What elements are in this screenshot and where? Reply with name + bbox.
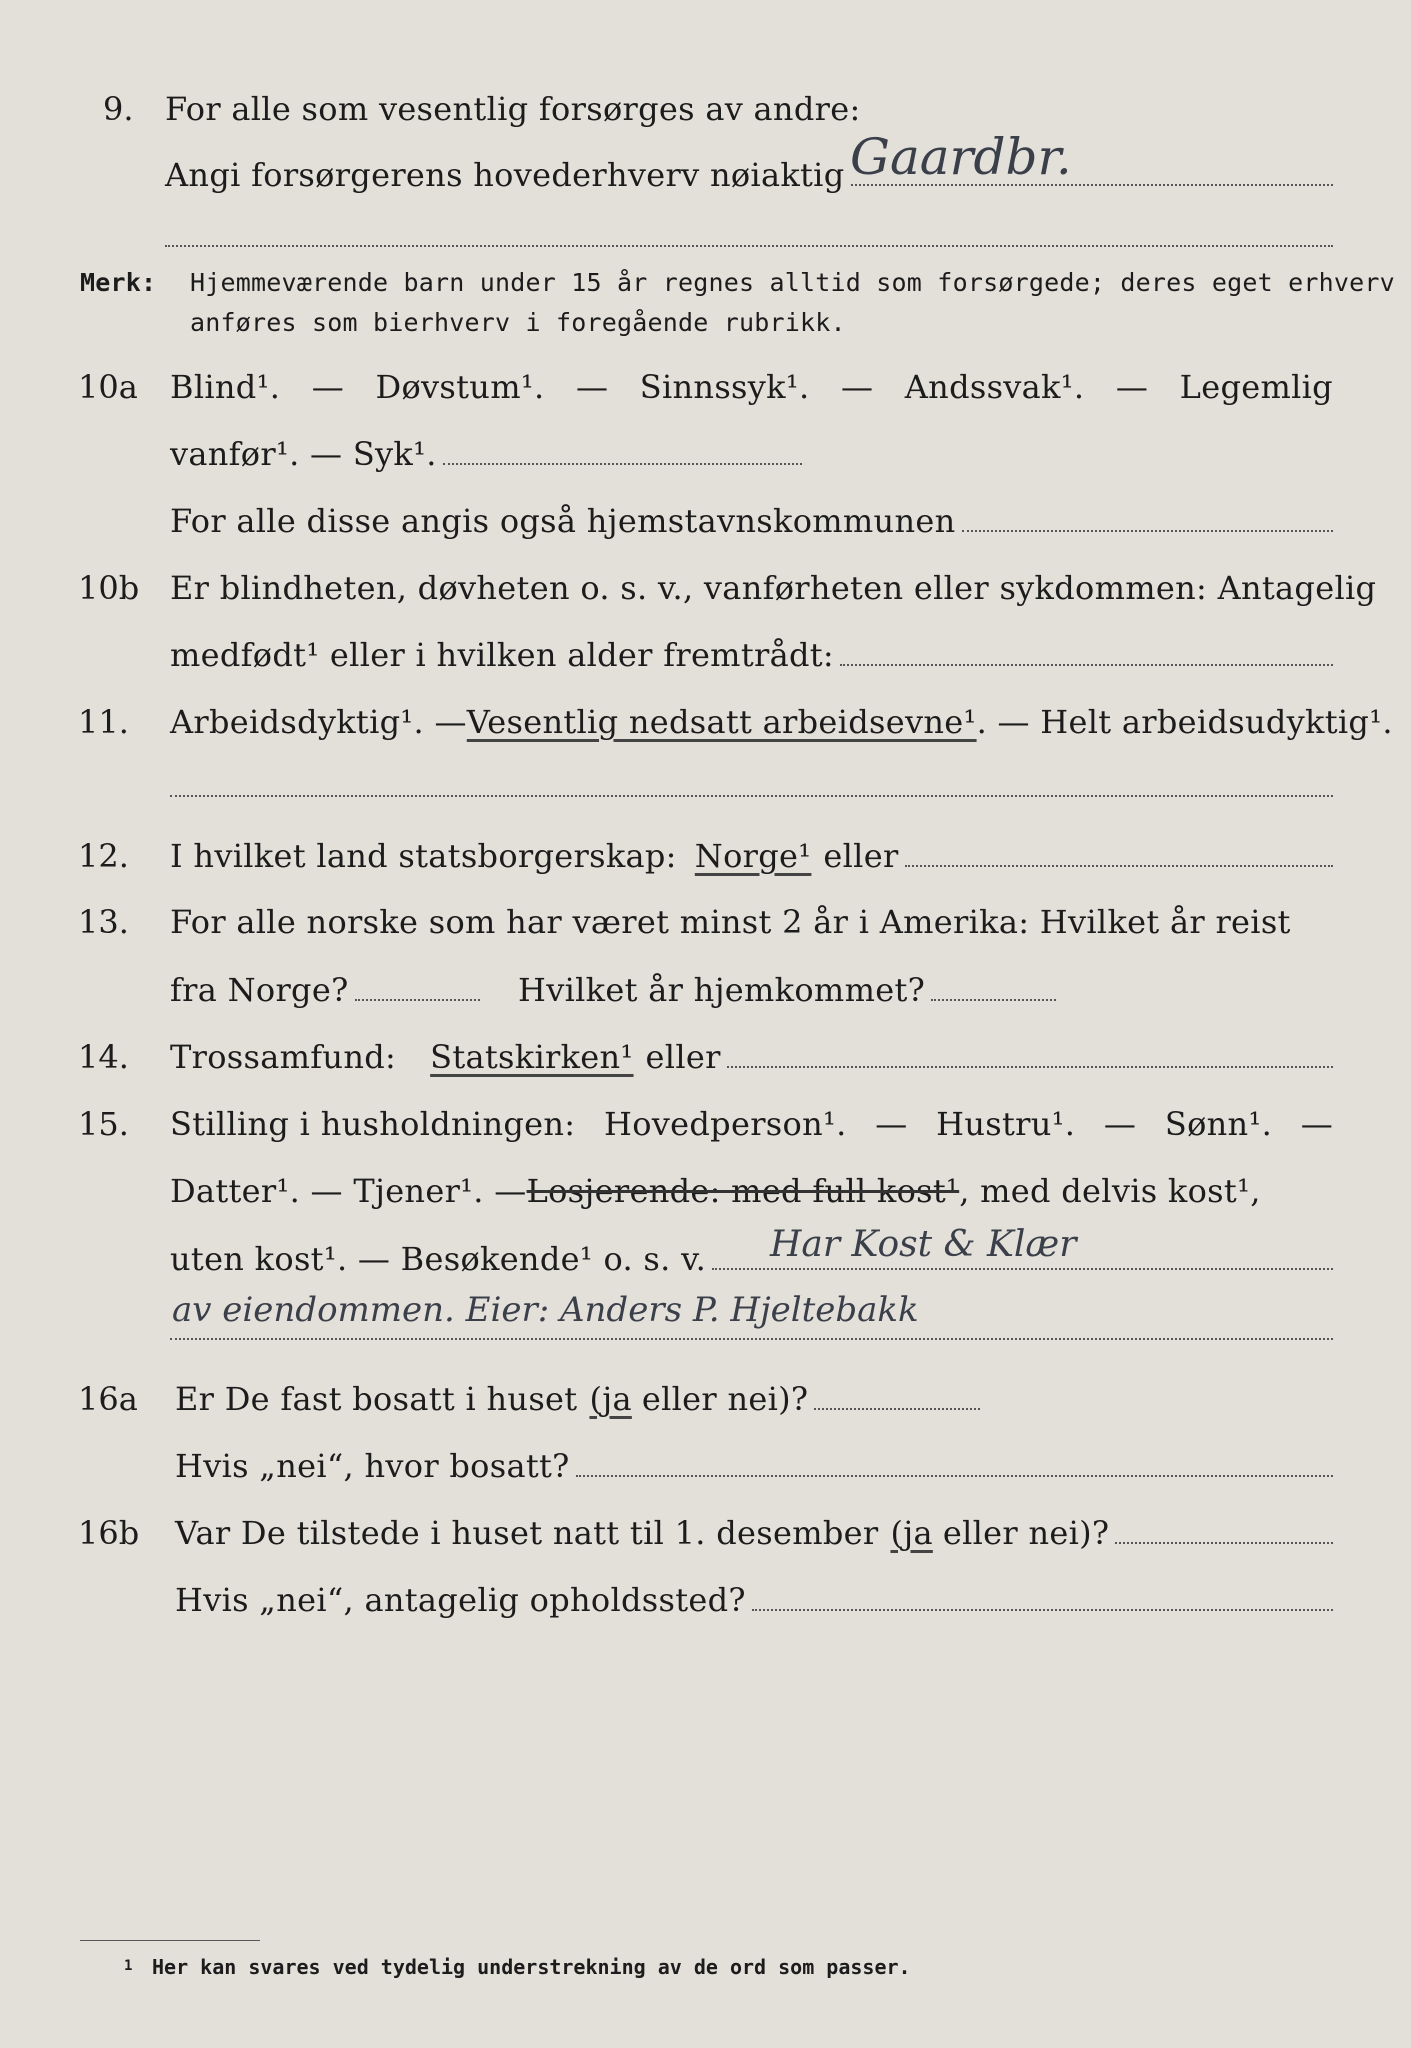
q11-extra-line <box>170 795 1333 797</box>
footnote-mark: 1 <box>124 1958 133 1974</box>
q15-w2: — <box>875 1105 908 1143</box>
q11-line1 <box>170 703 1393 741</box>
q15-w3: Hustru¹. <box>936 1105 1076 1143</box>
q9-line2-text: Angi forsørgerens hovederhverv nøiaktig <box>165 156 845 194</box>
q16b-line2-text: Hvis „nei“, antagelig opholdssted? <box>175 1581 746 1619</box>
q10a-w7: — <box>1115 368 1149 406</box>
q12-number: 12. <box>78 837 129 875</box>
q14-number: 14. <box>78 1038 129 1076</box>
q15-w4: — <box>1103 1105 1137 1143</box>
q10a-line2-dots <box>443 463 802 465</box>
q16b-line2-dots <box>752 1609 1333 1611</box>
q15-line2a: Datter¹. — Tjener¹. — <box>170 1172 527 1210</box>
q9-extra-line <box>165 245 1333 247</box>
q15-w1: Hovedperson¹. <box>604 1105 847 1143</box>
q10b-line2-text: medfødt¹ eller i hvilken alder fremtrådt: <box>170 636 834 674</box>
q9-handwritten-answer: Gaardbr. <box>850 128 1072 186</box>
merk-line1: Hjemmeværende barn under 15 år regnes alltid som forsørgede; deres eget erhverv <box>190 268 1395 297</box>
q10a-w1: — <box>311 368 344 406</box>
q15-line2 <box>170 1172 1261 1210</box>
q12-part2-underlined: Norge¹ <box>694 837 812 875</box>
q15-line2b-struck: Losjerende: med full kost¹ <box>526 1172 960 1210</box>
q15-w6: — <box>1300 1105 1333 1143</box>
q10a-w2: Døvstum¹. <box>375 368 545 406</box>
footnote-text: Her kan svares ved tydelig understrekning av de ord som passer. <box>152 1955 911 1979</box>
q16a-line1b-underlined: (ja <box>589 1380 632 1418</box>
q10b-line2 <box>170 636 1333 674</box>
q16b-line1a: Var De tilstede i huset natt til 1. desember <box>175 1514 879 1552</box>
q12-part1: I hvilket land statsborgerskap: <box>170 837 677 875</box>
q10a-w4: Sinnssyk¹. <box>639 368 810 406</box>
merk-label: Merk: <box>80 268 157 297</box>
q14-part3: eller <box>645 1038 721 1076</box>
q10a-w0: Blind¹. <box>170 368 281 406</box>
q15-line3-text: uten kost¹. — Besøkende¹ o. s. v. <box>170 1240 707 1278</box>
q13-line2a <box>170 971 480 1009</box>
q10a-line2-text: vanfør¹. — Syk¹. <box>170 435 437 473</box>
q16b-line1c: eller nei)? <box>942 1514 1110 1552</box>
q16a-line2 <box>175 1447 1333 1485</box>
q15-handwritten-answer1: Har Kost & Klær <box>770 1224 1077 1265</box>
q10a-line2 <box>170 435 802 473</box>
q9-line2 <box>165 156 1333 194</box>
q15-handwritten-answer2: av eiendommen. Eier: Anders P. Hjeltebakk <box>172 1290 919 1330</box>
q15-line2c: , med delvis kost¹, <box>959 1172 1261 1210</box>
q13-line2a-text: fra Norge? <box>170 971 349 1009</box>
q13-number: 13. <box>78 903 129 941</box>
q13-line2b <box>518 971 1056 1009</box>
q10a-line3 <box>170 502 1333 540</box>
q15-line1 <box>170 1105 1333 1143</box>
q14-part1: Trossamfund: <box>170 1038 397 1076</box>
q16a-line2-text: Hvis „nei“, hvor bosatt? <box>175 1447 570 1485</box>
q10a-w6: Andssvak¹. <box>904 368 1085 406</box>
q10a-w8: Legemlig <box>1179 368 1333 406</box>
q16b-line2 <box>175 1581 1333 1619</box>
q10a-w5: — <box>840 368 874 406</box>
q15-extra-line <box>170 1338 1333 1340</box>
q11-part2-underlined: Vesentlig nedsatt arbeidsevne¹ <box>466 703 977 741</box>
q13-line2b-dots <box>931 999 1056 1001</box>
q14-part2-underlined: Statskirken¹ <box>430 1038 634 1076</box>
q16a-line1 <box>175 1380 980 1418</box>
q13-line2b-text: Hvilket år hjemkommet? <box>518 971 926 1009</box>
q10a-line3-dots <box>962 530 1333 532</box>
q16a-line1c: eller nei)? <box>641 1380 809 1418</box>
q13-line2a-dots <box>355 999 480 1001</box>
q16a-number: 16a <box>78 1380 138 1418</box>
q10b-line2-dots <box>840 664 1333 666</box>
q13-line1: For alle norske som har været minst 2 år i Amerika: Hvilket år reist <box>170 903 1291 941</box>
q12-part3: eller <box>823 837 899 875</box>
q15-w5: Sønn¹. <box>1164 1105 1273 1143</box>
q10a-line3-text: For alle disse angis også hjemstavnskommunen <box>170 502 956 540</box>
q10a-w3: — <box>575 368 609 406</box>
q10a-number: 10a <box>78 368 138 406</box>
q16b-line1 <box>175 1514 1333 1552</box>
footnote-rule <box>80 1940 260 1941</box>
q16a-line1a: Er De fast bosatt i huset <box>175 1380 578 1418</box>
q14-dots <box>727 1066 1333 1068</box>
q9-number: 9. <box>103 90 134 128</box>
q12-dots <box>905 865 1333 867</box>
merk-line2: anføres som bierhverv i foregående rubrikk. <box>190 308 846 337</box>
q16b-line1b-underlined: (ja <box>890 1514 933 1552</box>
q16a-line2-dots <box>576 1475 1333 1477</box>
q16a-line1-dots <box>814 1408 980 1410</box>
q11-number: 11. <box>78 703 129 741</box>
q11-part1: Arbeidsdyktig¹. — <box>170 703 467 741</box>
q15-line3 <box>170 1240 1333 1278</box>
q11-part3: . — Helt arbeidsudyktig¹. <box>976 703 1393 741</box>
q10b-line1: Er blindheten, døvheten o. s. v., vanførheten eller sykdommen: Antagelig <box>170 569 1377 607</box>
q15-w0: Stilling i husholdningen: <box>170 1105 576 1143</box>
q10b-number: 10b <box>78 569 140 607</box>
q10a-line1 <box>170 368 1333 406</box>
q9-line1: For alle som vesentlig forsørges av andre: <box>165 90 861 128</box>
q14-line1 <box>170 1038 1333 1076</box>
q15-number: 15. <box>78 1105 129 1143</box>
q16b-number: 16b <box>78 1514 140 1552</box>
q16b-line1-dots <box>1115 1542 1333 1544</box>
q12-line1 <box>170 837 1333 875</box>
q15-line3-dots <box>712 1268 1333 1270</box>
